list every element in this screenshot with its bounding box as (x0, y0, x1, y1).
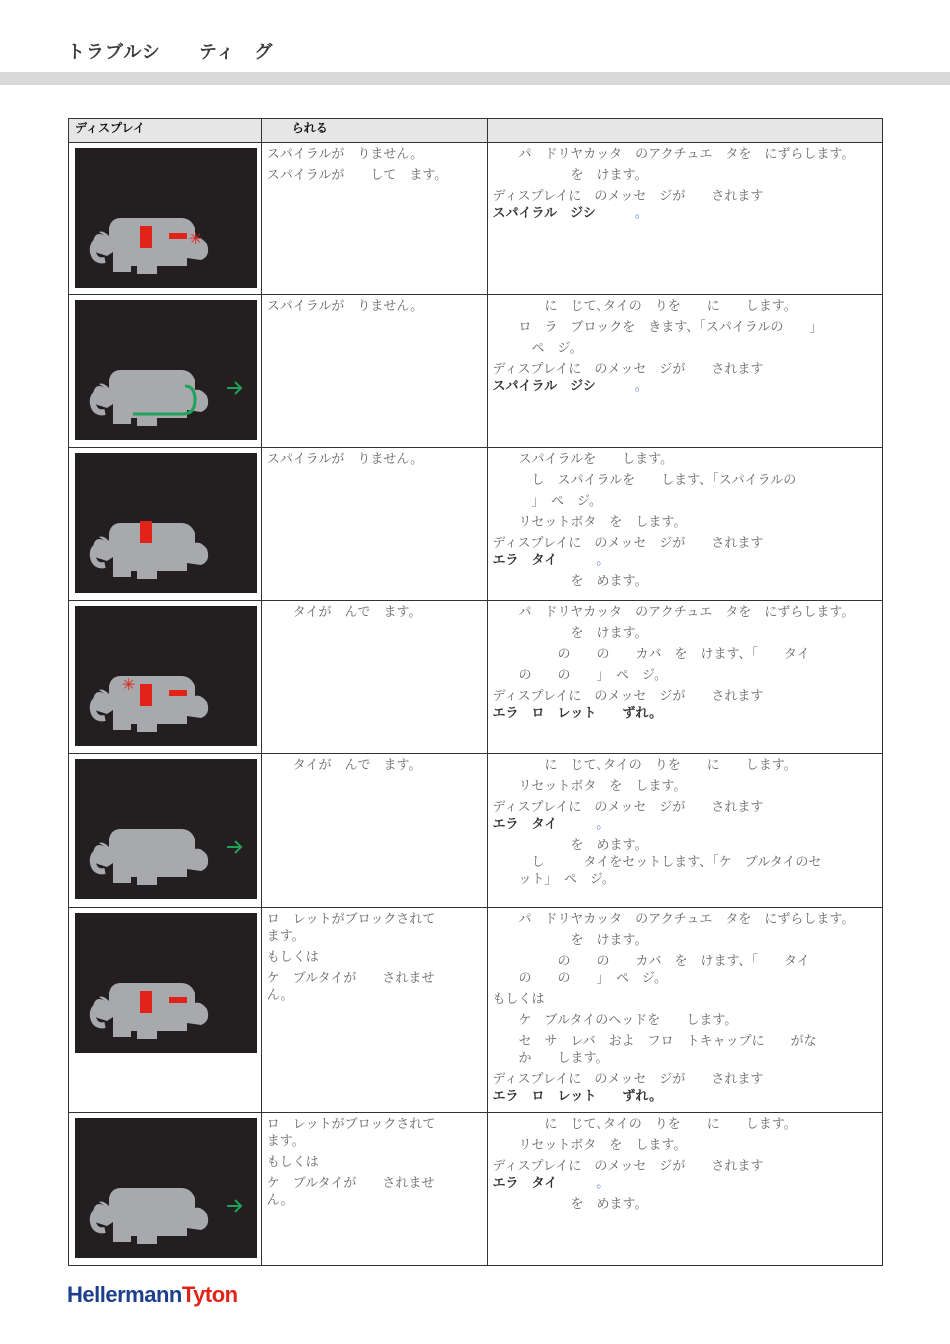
action-text: の の カバ を けます、「 タイ (492, 647, 810, 662)
display-screen (75, 913, 257, 1053)
action-text: を けます。 (492, 168, 648, 183)
red-indicator-bar (140, 521, 152, 543)
action-text: リセットボタ を します。 (492, 515, 687, 530)
action-cell (487, 295, 882, 448)
message-bold: スパイラル ジシ (492, 206, 596, 221)
action-text: もしくは (492, 992, 545, 1007)
display-screen (75, 606, 257, 746)
table-row (69, 1113, 883, 1266)
red-indicator-dash (169, 233, 187, 239)
action-text: ディスプレイに のメッセ ジが されます (492, 362, 764, 377)
header-action (487, 119, 882, 143)
symptom-text: スパイラルが して ます。 (266, 168, 448, 183)
action-cell (487, 908, 882, 1113)
table-header-row (69, 119, 883, 143)
display-message (493, 705, 877, 722)
display-cell (69, 754, 262, 908)
action-text: ペ ジ。 (492, 341, 583, 356)
red-indicator-bar (140, 226, 152, 248)
table-row (69, 908, 883, 1113)
message-bold: エラ タイ (492, 817, 558, 832)
header-display: ディスプレイ (69, 119, 262, 143)
message-bold: エラ タイ (492, 553, 558, 568)
symptom-cell (261, 1113, 487, 1266)
action-text: を けます。 (492, 933, 648, 948)
action-text: ディスプレイに のメッセ ジが されます (492, 1159, 764, 1174)
tool-silhouette (93, 370, 208, 426)
header-symptom: られる (261, 119, 487, 143)
symptom-cell (261, 143, 487, 295)
action-text: を けます。 (492, 626, 648, 641)
display-screen (75, 148, 257, 288)
symptom-cell (261, 754, 487, 908)
action-text: に じて､タイの りを に します。 (492, 1117, 797, 1132)
display-cell (69, 908, 262, 1113)
action-text: ディスプレイに のメッセ ジが されます (492, 1072, 764, 1087)
display-message (493, 816, 877, 833)
action-text: を めます。 (492, 574, 648, 589)
red-star-icon: ✳ (189, 229, 203, 248)
display-screen (75, 1118, 257, 1258)
display-screen (75, 453, 257, 593)
action-text: ディスプレイに のメッセ ジが されます (492, 800, 764, 815)
table-row (69, 295, 883, 448)
action-text: を めます。 し タイをセットします、「ケ ブルタイのセ ット」 ペ ジ。 (518, 838, 822, 887)
action-cell (487, 1113, 882, 1266)
message-tail: 。 (595, 379, 648, 394)
display-message (493, 378, 877, 395)
symptom-text: もしくは (266, 950, 319, 965)
table-row (69, 601, 883, 754)
display-cell (69, 143, 262, 295)
page-title: トラブルシ ティ グ (67, 42, 274, 63)
action-text: に じて､タイの りを に します。 (492, 758, 797, 773)
action-text: パ ドリヤカッタ のアクチュエ タを にずらします。 (492, 912, 855, 927)
action-text: の の カバ を けます、「 タイ の の 」 ペ ジ。 (518, 954, 810, 986)
message-tail: 。 (595, 206, 648, 221)
display-message (493, 1175, 877, 1192)
red-indicator-bar (140, 991, 152, 1013)
action-text: を めます。 (492, 1197, 648, 1212)
red-indicator-bar (140, 684, 152, 706)
action-text: し スパイラルを します、「スパイラルの (492, 473, 797, 488)
table-row (69, 143, 883, 295)
display-cell (69, 448, 262, 601)
display-screen (75, 759, 257, 899)
message-tail: 。 (557, 1176, 610, 1191)
action-text: の の 」 ペ ジ。 (492, 668, 667, 683)
green-arrow-icon (227, 382, 241, 394)
message-tail: 。 (557, 817, 610, 832)
red-indicator-dash (169, 997, 187, 1003)
symptom-text: タイが んで ます。 (266, 758, 422, 773)
action-text: 」 ペ ジ。 (492, 494, 602, 509)
action-cell (487, 601, 882, 754)
symptom-text: ロ レットがブロックされて ます。 (266, 912, 436, 944)
action-text: ディスプレイに のメッセ ジが されます (492, 189, 764, 204)
action-text: に じて､タイの りを に します。 (492, 299, 797, 314)
title-bar (0, 72, 950, 85)
message-bold: スパイラル ジシ (492, 379, 596, 394)
action-text: ロ ラ ブロックを きます、「スパイラルの 」 (492, 320, 823, 335)
table-row (69, 448, 883, 601)
green-arrow-icon (227, 1200, 241, 1212)
symptom-cell (261, 908, 487, 1113)
message-bold: エラ ロ レット ずれ。 (492, 706, 663, 721)
symptom-text: もしくは (266, 1155, 319, 1170)
action-cell (487, 143, 882, 295)
action-text: ケ ブルタイのヘッドを します。 (492, 1013, 738, 1028)
symptom-cell (261, 448, 487, 601)
display-cell (69, 295, 262, 448)
action-cell (487, 754, 882, 908)
table-row (69, 754, 883, 908)
display-screen (75, 300, 257, 440)
symptom-text: スパイラルが りません。 (266, 299, 424, 314)
tool-silhouette (93, 829, 208, 885)
action-cell (487, 448, 882, 601)
action-text: パ ドリヤカッタ のアクチュエ タを にずらします。 (492, 605, 855, 620)
display-cell (69, 601, 262, 754)
symptom-text: ケ ブルタイが されませ ん。 (266, 971, 435, 1003)
symptom-cell (261, 601, 487, 754)
message-bold: エラ ロ レット ずれ。 (492, 1089, 663, 1104)
action-text: セ サ レバ およ フロ トキャップに がな か します。 (518, 1034, 817, 1066)
hellermanntyton-logo: HellermannTyton (67, 1282, 238, 1307)
symptom-cell (261, 295, 487, 448)
symptom-text: スパイラルが りません。 (266, 147, 424, 162)
action-text: ディスプレイに のメッセ ジが されます (492, 689, 764, 704)
green-arrow-icon (227, 841, 241, 853)
action-text: リセットボタ を します。 (492, 779, 687, 794)
message-tail: 。 (557, 553, 610, 568)
display-message (493, 205, 877, 222)
tool-silhouette (93, 1188, 208, 1244)
symptom-text: スパイラルが りません。 (266, 452, 424, 467)
display-message (493, 1088, 877, 1105)
display-message (493, 552, 877, 569)
action-text: リセットボタ を します。 (492, 1138, 687, 1153)
troubleshooting-table (68, 118, 883, 1266)
display-cell (69, 1113, 262, 1266)
action-text: パ ドリヤカッタ のアクチュエ タを にずらします。 (492, 147, 855, 162)
action-text: ディスプレイに のメッセ ジが されます (492, 536, 764, 551)
symptom-text: ケ ブルタイが されませ ん。 (266, 1176, 435, 1208)
action-text: スパイラルを します。 (492, 452, 674, 467)
symptom-text: ロ レットがブロックされて ます。 (266, 1117, 436, 1149)
red-star-icon: ✳ (122, 675, 136, 694)
red-indicator-dash (169, 690, 187, 696)
message-bold: エラ タイ (492, 1176, 558, 1191)
symptom-text: タイが んで ます。 (266, 605, 422, 620)
